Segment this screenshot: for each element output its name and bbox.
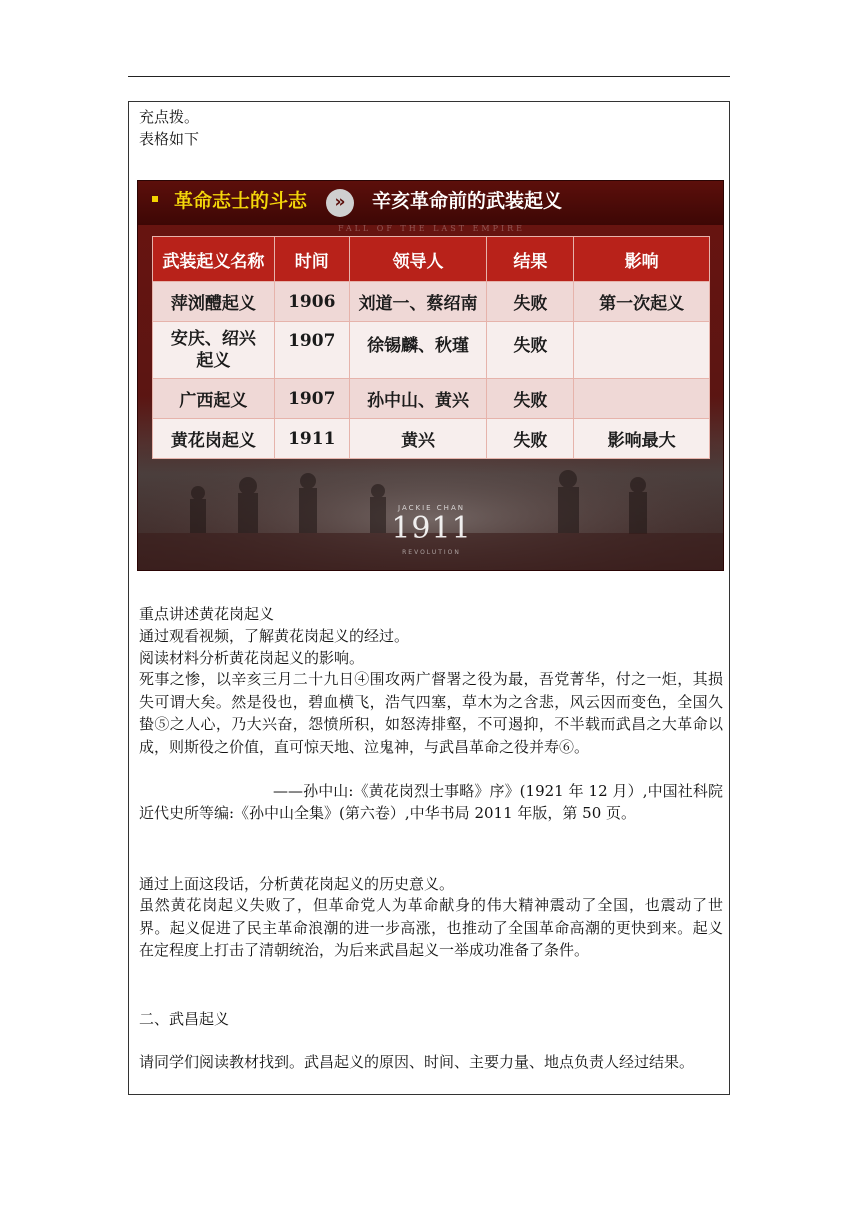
movie-subtitle: REVOLUTION [402,549,461,556]
cell-time: 1906 [274,282,349,322]
cell-impact: 影响最大 [574,419,710,459]
citation-paragraph: ——孙中山:《黄花岗烈士事略》序》(1921 年 12 月）,中国社科院近代史所等编:《孙中山全集》(第六卷）,中华书局 2011 年版，第 50 页。 [139,782,723,823]
cell-result: 失败 [487,322,574,379]
cell-result: 失败 [487,282,574,322]
cell-time: 1911 [274,419,349,459]
slide-image [137,180,724,571]
cell-name-line-1: 安庆、绍兴 [170,329,256,349]
cell-impact [574,322,710,379]
slide-watermark: FALL OF THE LAST EMPIRE [337,224,526,233]
cell-time: 1907 [274,379,349,419]
header-name: 武装起义名称 [153,237,275,282]
table-row [153,379,710,419]
reading-instruction: 阅读材料分析黄花岗起义的影响。 [139,649,365,667]
table-row [153,322,710,379]
slide-title-left: 革命志士的斗志 [174,190,308,212]
movie-credit: JACKIE CHAN [398,504,465,512]
header-time: 时间 [274,237,349,282]
cell-name: 黄花岗起义 [153,419,275,459]
cell-leader: 黄兴 [349,419,487,459]
table-row [153,419,710,459]
focus-heading: 重点讲述黄花岗起义 [139,605,275,623]
double-chevron-right-icon: » [326,189,354,217]
video-instruction: 通过观看视频，了解黄花岗起义的经过。 [139,627,410,645]
table-header-row [153,237,710,282]
uprisings-table [152,236,710,459]
section-instruction: 请同学们阅读教材找到。武昌起义的原因、时间、主要力量、地点负责人经过结果。 [139,1053,695,1071]
cell-leader: 孙中山、黄兴 [349,379,487,419]
cell-time: 1907 [274,322,349,379]
cell-name [153,322,275,379]
movie-title: 1911 [391,511,472,546]
table-row [153,282,710,322]
header-result: 结果 [487,237,574,282]
header-rule [128,76,730,77]
section-heading: 二、武昌起义 [139,1010,230,1028]
slide-title-right: 辛亥革命前的武装起义 [372,190,563,212]
cell-leader: 徐锡麟、秋瑾 [349,322,487,379]
analysis-question: 通过上面这段话，分析黄花岗起义的历史意义。 [139,875,455,893]
answer-paragraph: 虽然黄花岗起义失败了，但革命党人为革命献身的伟大精神震动了全国，也震动了世界。起义促进了民主革命浪潮的进一步高涨，也推动了全国革命高潮的更快到来。起义在定程度上打击了清朝统治，为后来武昌起义一举成功准备了条件。 [139,896,723,959]
cell-name: 广西起义 [153,379,275,419]
cell-impact: 第一次起义 [574,282,710,322]
cell-leader: 刘道一、蔡绍南 [349,282,487,322]
header-leader: 领导人 [349,237,487,282]
bullet-square-icon [152,196,158,202]
header-impact: 影响 [574,237,710,282]
intro-line-2: 表格如下 [139,130,200,148]
quote-paragraph: 死事之惨，以辛亥三月二十九日④围攻两广督署之役为最，吾党菁华，付之一炬，其损失可谓大矣。然是役也，碧血横飞，浩气四塞，草木为之含悲，风云因而变色，全国久蛰⑤之人心，乃大兴奋，怨愤所积，如怒涛排壑，不可遏抑，不半载而武昌之大革命以成，则斯役之价值，直可惊天地、泣鬼神，与武昌革命之役并寿⑥。 [139,670,723,756]
intro-line-1: 充点拨。 [139,108,200,126]
cell-result: 失败 [487,419,574,459]
cell-impact [574,379,710,419]
cell-name: 萍浏醴起义 [153,282,275,322]
cell-name-line-2: 起义 [196,351,231,371]
cell-result: 失败 [487,379,574,419]
